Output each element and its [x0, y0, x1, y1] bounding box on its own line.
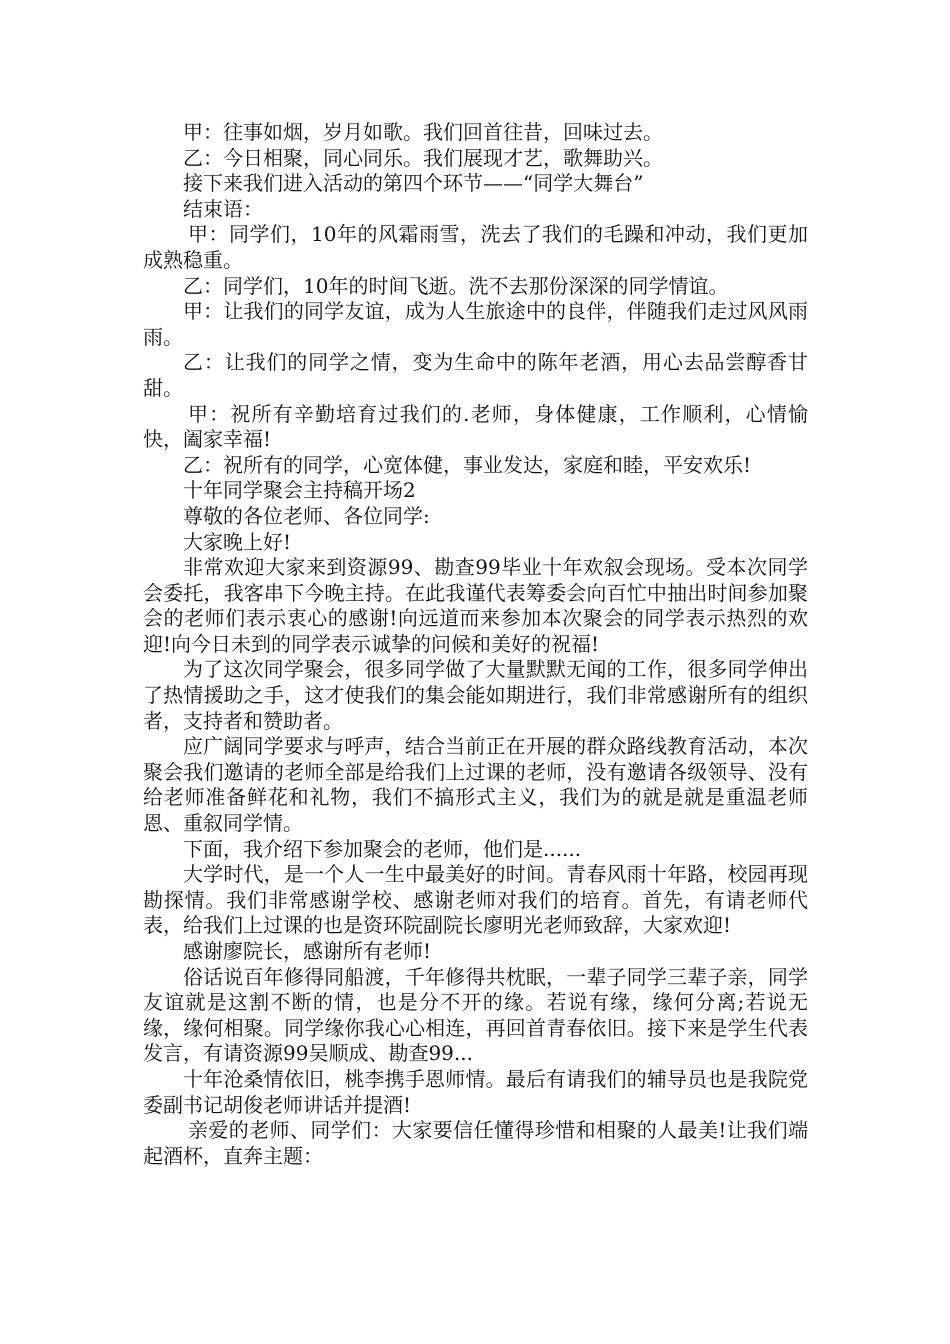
- paragraph: 接下来我们进入活动的第四个环节——“同学大舞台”: [183, 171, 644, 196]
- section-heading: 结束语：: [183, 196, 263, 221]
- paragraph: 下面，我介绍下参加聚会的老师，他们是......: [183, 836, 582, 861]
- document-body: [143, 120, 808, 1169]
- salutation: 尊敬的各位老师、各位同学:: [183, 503, 430, 528]
- paragraph: 感谢廖院长，感谢所有老师!: [183, 939, 432, 963]
- paragraph: 乙：让我们的同学之情，变为生命中的陈年老酒，用心去品尝醇香甘甜。: [143, 350, 808, 400]
- paragraph: 大学时代，是一个人一生中最美好的时间。青春风雨十年路，校园再现勘探情。我们非常感谢学校、感谢老师对我们的培育。首先，有请老师代表，给我们上过课的也是资环院副院长廖明光老师致辞，大家欢迎!: [143, 862, 808, 938]
- paragraph: 十年沧桑情依旧，桃李携手恩师情。最后有请我们的辅导员也是我院党委副书记胡俊老师讲话并提酒!: [143, 1066, 808, 1117]
- section-heading: 十年同学聚会主持稿开场2: [183, 478, 416, 503]
- paragraph: 乙：祝所有的同学，心宽体健，事业发达，家庭和睦，平安欢乐!: [183, 452, 752, 477]
- paragraph: 非常欢迎大家来到资源99、勘查99毕业十年欢叙会现场。受本次同学会委托，我客串下今晚主持。在此我谨代表筹委会向百忙中抽出时间参加聚会的老师们表示衷心的感谢!向远道而来参加本次聚会的同学表示热烈的欢迎!向今日未到的同学表示诚挚的问候和美好的祝福!: [143, 555, 808, 656]
- paragraph: 乙：同学们，10年的时间飞逝。洗不去那份深深的同学情谊。: [183, 273, 729, 298]
- paragraph: 甲：同学们，10年的风霜雨雪，洗去了我们的毛躁和冲动，我们更加成熟稳重。: [143, 222, 808, 272]
- paragraph: 亲爱的老师、同学们：大家要信任懂得珍惜和相聚的人最美!让我们端起酒杯，直奔主题：: [143, 1118, 808, 1168]
- greeting: 大家晚上好!: [183, 529, 292, 554]
- paragraph: 甲：往事如烟，岁月如歌。我们回首往昔，回味过去。: [183, 120, 663, 144]
- paragraph: 甲：让我们的同学友谊，成为人生旅途中的良伴，伴随我们走过风风雨雨。: [143, 299, 808, 349]
- paragraph: 甲：祝所有辛勤培育过我们的.老师，身体健康，工作顺利，心情愉快，阖家幸福!: [143, 401, 808, 452]
- paragraph: 为了这次同学聚会，很多同学做了大量默默无闻的工作，很多同学伸出了热情援助之手，这才使我们的集会能如期进行，我们非常感谢所有的组织者，支持者和赞助者。: [143, 657, 808, 733]
- paragraph: 俗话说百年修得同船渡，千年修得共枕眠，一辈子同学三辈子亲，同学友谊就是这割不断的情，也是分不开的缘。若说有缘，缘何分离;若说无缘，缘何相聚。同学缘你我心心相连，再回首青春依旧。接下来是学生代表发言，有请资源99吴顺成、勘查99...: [143, 964, 808, 1066]
- paragraph: 乙：今日相聚，同心同乐。我们展现才艺，歌舞助兴。: [183, 145, 663, 170]
- paragraph: 应广阔同学要求与呼声，结合当前正在开展的群众路线教育活动，本次聚会我们邀请的老师全部是给我们上过课的老师，没有邀请各级领导、没有给老师准备鲜花和礼物，我们不搞形式主义，我们为的就是就是重温老师恩、重叙同学情。: [143, 734, 808, 836]
